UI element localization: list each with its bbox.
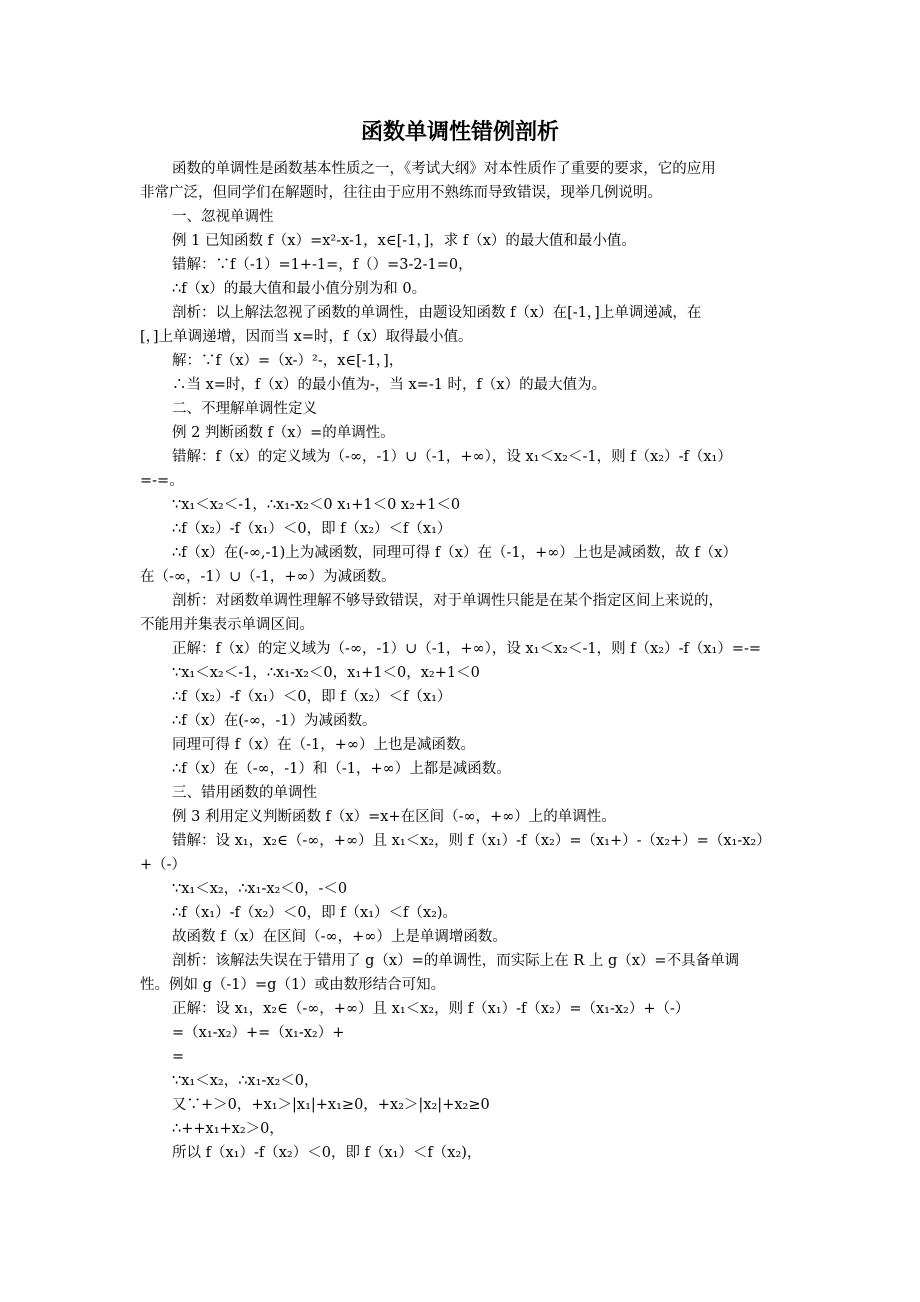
paragraph-line: 正解：f（x）的定义域为（-∞，-1）∪（-1，+∞），设 x₁＜x₂＜-1，则 f（x₂）-f（x₁）=-= (172, 641, 762, 657)
paragraph-line: 解：∵f（x）=（x-）²-，x∈[-1，]， (172, 353, 404, 369)
paragraph-line: = (172, 1049, 185, 1065)
paragraph-line: [，]上单调递增，因而当 x=时，f（x）取得最小值。 (140, 329, 473, 345)
paragraph-line: +（-） (140, 857, 187, 873)
paragraph-line: 函数的单调性是函数基本性质之一，《考试大纲》对本性质作了重要的要求，它的应用 (172, 161, 716, 177)
paragraph-line: ∴++x₁+x₂＞0， (172, 1121, 284, 1137)
paragraph-line: 性。例如 g（-1）=g（1）或由数形结合可知。 (140, 977, 446, 993)
paragraph-line: ∴f（x）在（-∞，-1）和（-1，+∞）上都是减函数。 (172, 761, 511, 777)
paragraph-line: 剖析：对函数单调性理解不够导致错误，对于单调性只能是在某个指定区间上来说的， (172, 593, 723, 609)
paragraph-line: ∴f（x₂）-f（x₁）＜0，即 f（x₂）＜f（x₁） (172, 689, 452, 705)
paragraph-line: ∴f（x）在(-∞,-1)上为减函数，同理可得 f（x）在（-1，+∞）上也是减函数，故 f（x） (172, 545, 737, 561)
paragraph-line: 错解：设 x₁，x₂∈（-∞，+∞）且 x₁＜x₂，则 f（x₁）-f（x₂）=（x₁+）-（x₂+）=（x₁-x₂） (172, 833, 771, 849)
example-line: 例 2 判断函数 f（x）=的单调性。 (172, 425, 395, 441)
paragraph-line: 非常广泛，但同学们在解题时，往往由于应用不熟练而导致错误，现举几例说明。 (140, 185, 662, 201)
page-title: 函数单调性错例剖析 (360, 119, 559, 145)
paragraph-line: =（x₁-x₂）+=（x₁-x₂）+ (172, 1025, 345, 1041)
paragraph-line: 不能用并集表示单调区间。 (140, 617, 314, 633)
paragraph-line: ∴f（x）的最大值和最小值分别为和 0。 (172, 281, 427, 297)
paragraph-line: =-=。 (140, 473, 184, 489)
paragraph-line: 剖析：该解法失误在于错用了 g（x）=的单调性，而实际上在 R 上 g（x）=不具备单调 (172, 953, 740, 969)
paragraph-line: ∵x₁＜x₂＜-1，∴x₁-x₂＜0 x₁+1＜0 x₂+1＜0 (172, 497, 461, 513)
example-line: 例 3 利用定义判断函数 f（x）=x+在区间（-∞，+∞）上的单调性。 (172, 809, 616, 825)
paragraph-line: 故函数 f（x）在区间（-∞，+∞）上是单调增函数。 (172, 929, 507, 945)
section-heading: 一、忽视单调性 (172, 209, 274, 225)
paragraph-line: 错解：f（x）的定义域为（-∞，-1）∪（-1，+∞），设 x₁＜x₂＜-1，则 f（x₂）-f（x₁） (172, 449, 732, 465)
example-line: 例 1 已知函数 f（x）=x²-x-1，x∈[-1，]，求 f（x）的最大值和最小值。 (172, 233, 636, 249)
paragraph-line: ∴f（x₁）-f（x₂）＜0，即 f（x₁）＜f（x₂)。 (172, 905, 458, 921)
paragraph-line: 所以 f（x₁）-f（x₂）＜0，即 f（x₁）＜f（x₂)， (172, 1145, 482, 1161)
paragraph-line: ∵x₁＜x₂＜-1，∴x₁-x₂＜0，x₁+1＜0，x₂+1＜0 (172, 665, 480, 681)
paragraph-line: 错解：∵f（-1）=1+-1=，f（）=3-2-1=0， (172, 257, 473, 273)
section-heading: 三、错用函数的单调性 (172, 785, 317, 801)
paragraph-line: 正解：设 x₁，x₂∈（-∞，+∞）且 x₁＜x₂，则 f（x₁）-f（x₂）=（x₁-x₂）+（-） (172, 1001, 690, 1017)
paragraph-line: ∵x₁＜x₂，∴x₁-x₂＜0，-＜0 (172, 881, 348, 897)
section-heading: 二、不理解单调性定义 (172, 401, 317, 417)
paragraph-line: 同理可得 f（x）在（-1，+∞）上也是减函数。 (172, 737, 476, 753)
paragraph-line: ∵x₁＜x₂，∴x₁-x₂＜0， (172, 1073, 319, 1089)
paragraph-line: ∴当 x=时，f（x）的最小值为-，当 x=-1 时，f（x）的最大值为。 (172, 377, 607, 393)
paragraph-line: 剖析：以上解法忽视了函数的单调性，由题设知函数 f（x）在[-1，]上单调递减，在 (172, 305, 702, 321)
paragraph-line: ∴f（x）在(-∞，-1）为减函数。 (172, 713, 377, 729)
paragraph-line: 又∵+＞0，+x₁＞|x₁|+x₁≥0，+x₂＞|x₂|+x₂≥0 (172, 1097, 490, 1113)
paragraph-line: ∴f（x₂）-f（x₁）＜0，即 f（x₂）＜f（x₁） (172, 521, 452, 537)
paragraph-line: 在（-∞，-1）∪（-1，+∞）为减函数。 (140, 569, 396, 585)
